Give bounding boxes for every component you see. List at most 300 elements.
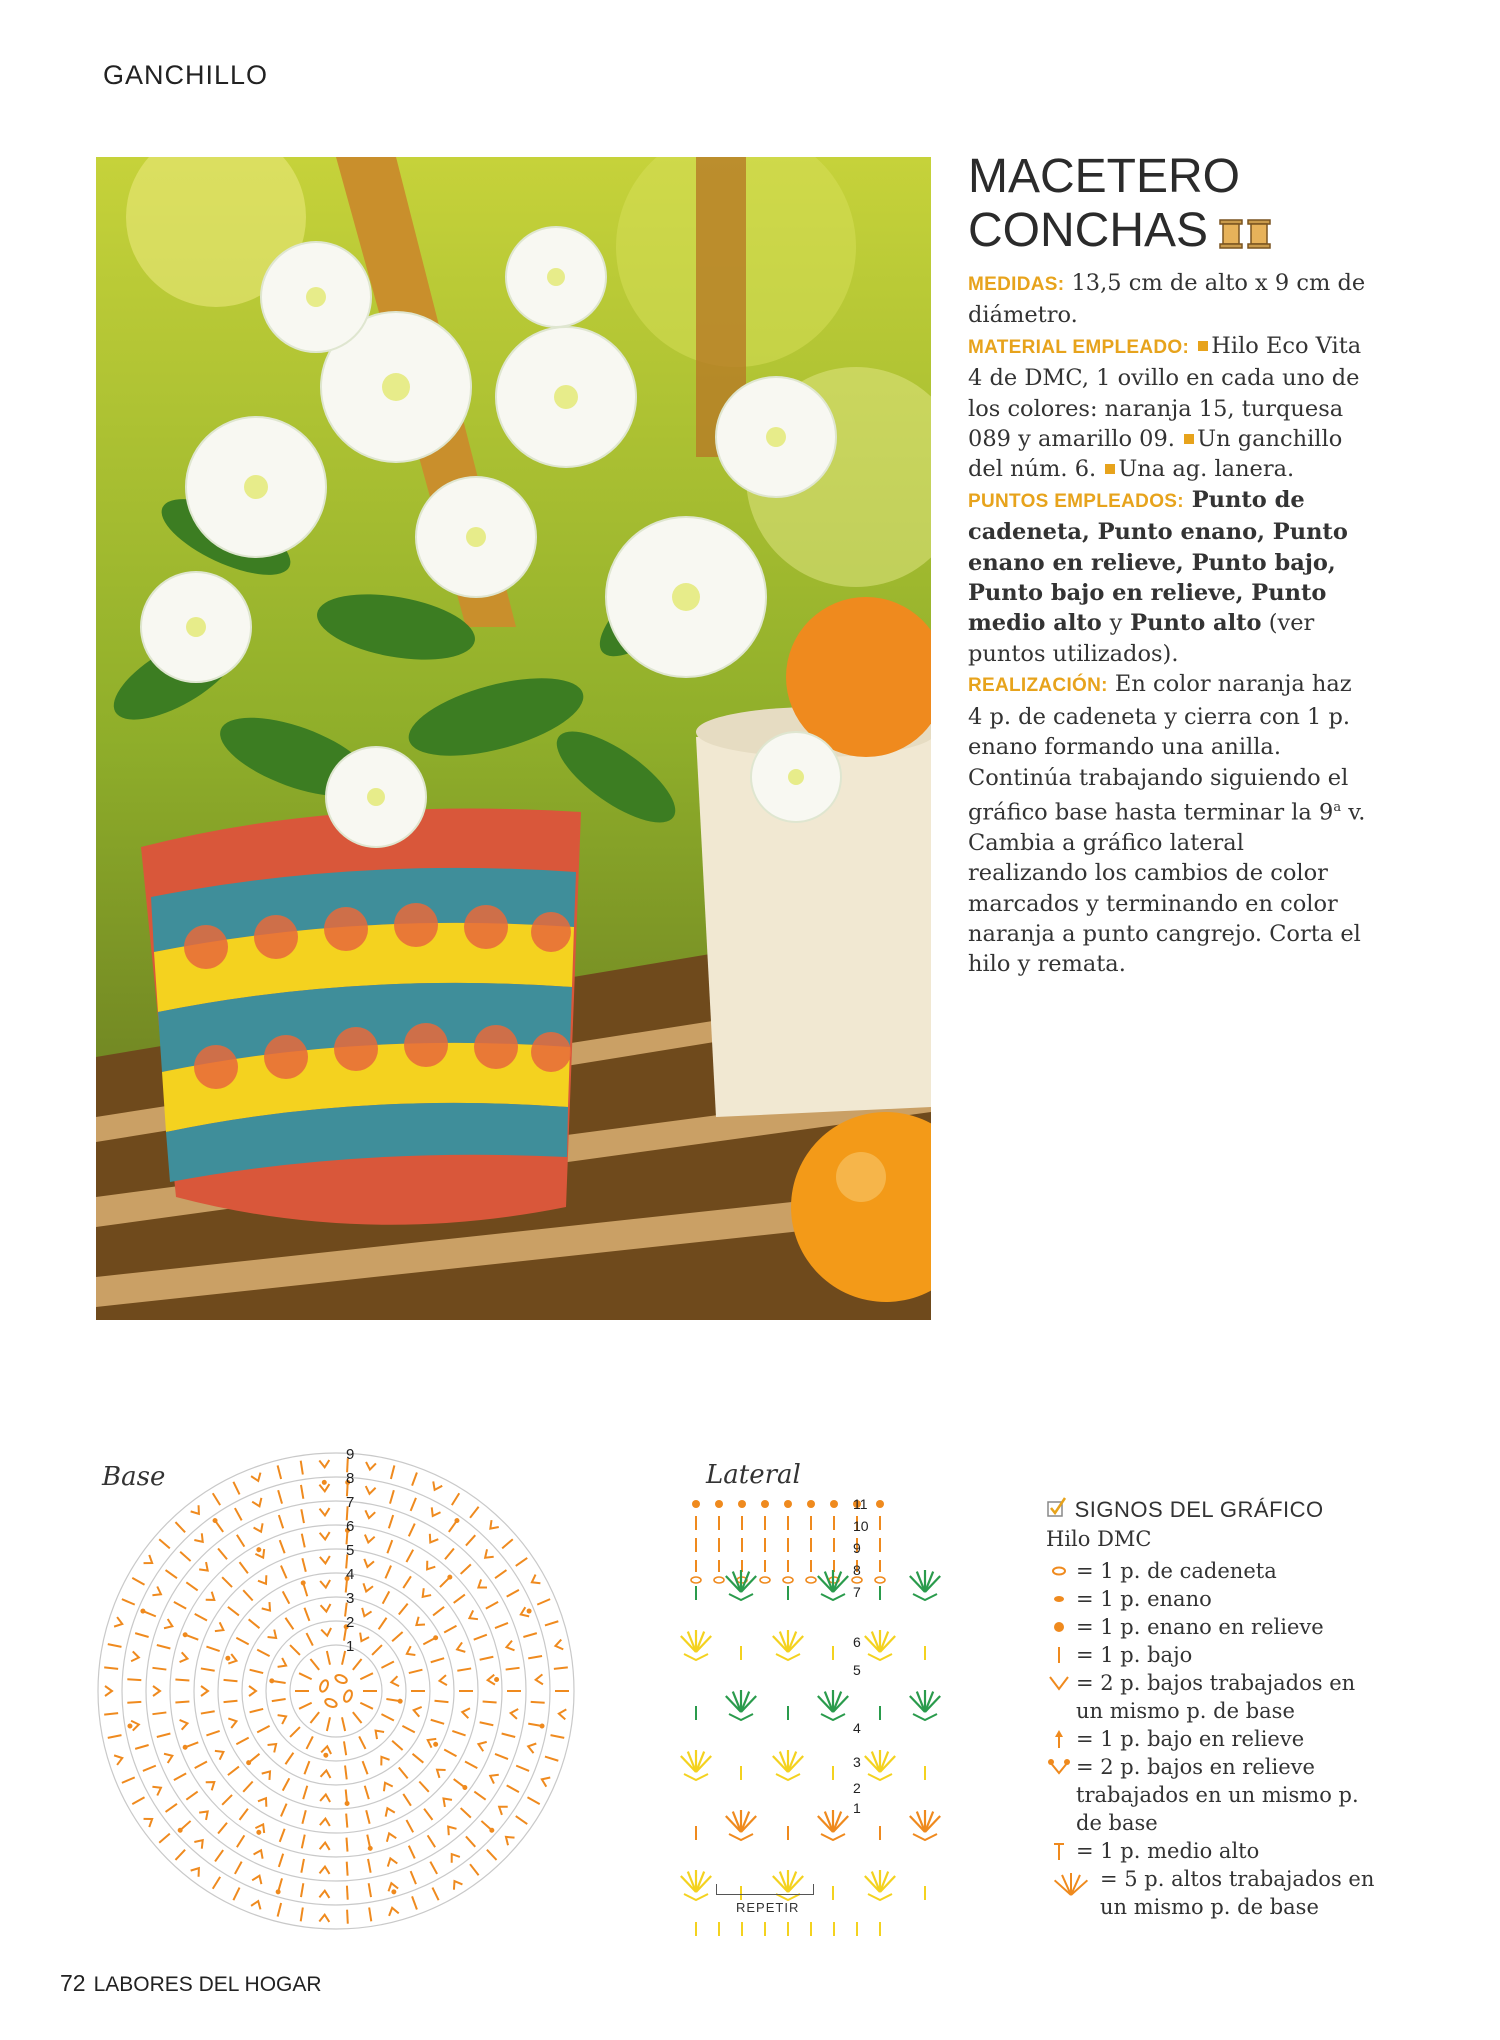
increase-mark (319, 1460, 329, 1467)
sc-mark (413, 1754, 424, 1763)
base-stitch-mark (320, 1556, 331, 1564)
increase-mark (254, 1523, 266, 1534)
lateral-row-number: 10 (853, 1518, 869, 1534)
base-stitch-mark (283, 1778, 290, 1790)
sc-mark (406, 1550, 413, 1562)
lateral-row-number: 8 (853, 1562, 861, 1578)
base-stitch-mark (280, 1540, 285, 1553)
page-footer (60, 1970, 322, 1997)
base-stitch-mark (215, 1850, 223, 1861)
sc-mark (487, 1850, 497, 1860)
sc-mark (180, 1552, 190, 1561)
increase-mark (450, 1878, 462, 1889)
sc-mark (228, 1607, 239, 1616)
sc-mark (392, 1741, 402, 1750)
base-stitch-mark (327, 1717, 330, 1731)
base-stitch-mark (461, 1707, 470, 1718)
base-stitch-mark (279, 1854, 283, 1867)
relief-slip-mark (715, 1500, 723, 1508)
increase-mark (448, 1851, 460, 1862)
legend-title: SIGNOS DEL GRÁFICO (1074, 1497, 1324, 1522)
sc-mark (366, 1810, 369, 1824)
sc-mark (360, 1673, 373, 1679)
sc-mark (431, 1720, 444, 1724)
sc-mark (379, 1618, 387, 1630)
base-stitch-mark (342, 1717, 345, 1731)
base-stitch-mark (426, 1534, 438, 1545)
base-stitch-mark (299, 1703, 312, 1709)
sc-mark (218, 1823, 227, 1834)
increase-mark (387, 1907, 398, 1916)
increase-mark (320, 1532, 330, 1540)
sc-mark (430, 1862, 437, 1874)
base-stitch-mark (175, 1522, 185, 1532)
base-stitch-mark (353, 1659, 362, 1670)
relief-mark (269, 1678, 275, 1684)
increase-mark (467, 1610, 478, 1622)
base-stitch-mark (387, 1907, 398, 1916)
base-stitch-mark (444, 1750, 456, 1757)
base-stitch-mark (383, 1591, 390, 1603)
increase-mark (540, 1775, 550, 1787)
base-stitch-mark (403, 1576, 411, 1588)
base-stitch-mark (310, 1659, 319, 1670)
puntos-last: Punto alto (1122, 610, 1262, 637)
sc-mark (486, 1602, 498, 1609)
base-stitch-mark (186, 1582, 197, 1590)
sc-mark (545, 1621, 558, 1625)
sc-mark (347, 1910, 348, 1924)
base-stitch-mark (391, 1676, 399, 1687)
base-stitch-mark (409, 1670, 423, 1673)
base-ring (170, 1525, 502, 1857)
increase-mark (251, 1473, 263, 1483)
increase-mark (384, 1832, 396, 1842)
base-stitch-mark (390, 1490, 394, 1503)
shell-base-mark (868, 1774, 892, 1780)
base-round-number: 8 (346, 1470, 355, 1487)
sc-mark (135, 1633, 148, 1637)
sc-mark (360, 1703, 373, 1709)
base-stitch-mark (551, 1735, 565, 1738)
base-stitch-mark (262, 1768, 274, 1780)
slip-stitch-icon (1046, 1589, 1072, 1609)
increase-mark (487, 1675, 495, 1685)
base-stitch-mark (432, 1888, 438, 1901)
base-stitch-mark (301, 1883, 303, 1897)
increase-mark (180, 1718, 189, 1729)
sc-mark (470, 1864, 479, 1875)
legend-item (1046, 1557, 1376, 1585)
legend-item-text: = 2 p. bajos en relieve trabajados en un mismo p. de base (1076, 1755, 1359, 1835)
sc-mark (237, 1535, 245, 1547)
shell-fan (865, 1750, 895, 1780)
sc-mark (132, 1578, 144, 1585)
sc-mark (409, 1846, 415, 1859)
sc-mark (233, 1888, 239, 1901)
increase-mark (254, 1848, 266, 1859)
base-stitch-mark (218, 1823, 227, 1834)
base-stitch-mark (299, 1673, 312, 1679)
sc-mark (411, 1871, 416, 1884)
medidas-paragraph (968, 268, 1368, 331)
base-stitch-mark (523, 1633, 536, 1637)
glyph (1064, 1759, 1070, 1765)
sc-mark (104, 1713, 118, 1714)
base-stitch-mark (199, 1562, 211, 1574)
increase-mark (262, 1768, 274, 1780)
base-stitch-mark (425, 1736, 440, 1750)
base-stitch-mark (527, 1797, 539, 1804)
puntos-paragraph (968, 485, 1368, 669)
sc-mark (175, 1522, 185, 1532)
sc-mark (363, 1761, 368, 1774)
increase-mark (360, 1608, 372, 1618)
base-stitch-mark (435, 1701, 449, 1702)
lateral-chart (676, 1492, 976, 1942)
material-item-1: Hilo Eco Vita 4 de DMC, 1 ovillo en cada uno de los colores: naranja 15, turquesa 089 y amarillo 09. (968, 332, 1362, 453)
increase-mark (364, 1510, 375, 1519)
base-stitch-mark (254, 1848, 266, 1859)
base-stitch-mark (450, 1878, 462, 1889)
sc-mark (389, 1515, 393, 1528)
base-stitch-mark (319, 1480, 330, 1492)
base-stitch-mark (365, 1462, 376, 1470)
base-stitch-mark (251, 1473, 263, 1483)
base-stitch-mark (360, 1703, 373, 1709)
base-stitch-mark (175, 1850, 185, 1860)
base-stitch-mark (535, 1674, 543, 1684)
base-stitch-mark (249, 1619, 260, 1628)
base-stitch-mark (447, 1517, 461, 1533)
shell-base-mark (868, 1654, 892, 1660)
base-stitch-mark (365, 1486, 376, 1495)
sc-mark (302, 1810, 305, 1824)
base-stitch-mark (363, 1559, 374, 1568)
sc-mark (159, 1539, 170, 1548)
legend-item-text: = 2 p. bajos trabajados en un mismo p. de base (1076, 1671, 1356, 1723)
legend-subtitle: Hilo DMC (1046, 1527, 1152, 1551)
increase-mark (320, 1508, 330, 1516)
sc-mark (411, 1498, 416, 1511)
base-stitch-mark (461, 1564, 471, 1574)
legend-item (1046, 1753, 1376, 1837)
increase-mark (252, 1874, 264, 1884)
base-stitch-mark (304, 1608, 309, 1621)
base-stitch-mark (278, 1490, 282, 1503)
base-stitch-mark (105, 1686, 112, 1696)
increase-mark (206, 1592, 218, 1604)
sc-mark (483, 1701, 497, 1702)
base-stitch-mark (440, 1795, 452, 1807)
increase-mark (372, 1727, 384, 1739)
base-stitch-mark (495, 1754, 508, 1759)
title-line-1: MACETERO (968, 150, 1241, 203)
base-stitch-mark (131, 1651, 140, 1662)
glyph (1053, 1568, 1065, 1575)
relief-mark (367, 1845, 373, 1851)
base-stitch-mark (201, 1686, 208, 1696)
base-stitch-mark (466, 1836, 475, 1846)
relief-slip-mark (692, 1500, 700, 1508)
base-round-number: 6 (346, 1518, 355, 1535)
base-stitch-mark (302, 1558, 305, 1572)
sc-mark (302, 1534, 305, 1548)
shell-fan (910, 1690, 940, 1720)
shell-base-mark (913, 1594, 937, 1600)
base-stitch-mark (302, 1835, 305, 1849)
increase-mark (152, 1783, 163, 1795)
increase-mark (114, 1753, 124, 1765)
base-stitch-mark (132, 1578, 144, 1585)
relief-mark (322, 1480, 327, 1485)
sc-mark (280, 1829, 285, 1842)
base-stitch-mark (233, 1482, 239, 1495)
base-stitch-mark (243, 1781, 252, 1791)
sc-mark (213, 1493, 220, 1505)
increase-mark (251, 1899, 263, 1909)
legend-item (1046, 1669, 1376, 1725)
puntos-label: PUNTOS EMPLEADOS: (968, 490, 1184, 512)
increase-mark (278, 1712, 289, 1724)
increase-mark (191, 1505, 203, 1517)
base-stitch-mark (321, 1746, 333, 1759)
sc-mark (346, 1838, 347, 1852)
increase-mark (363, 1535, 374, 1544)
base-stitch-mark (278, 1465, 282, 1479)
sc-mark (470, 1507, 479, 1518)
sc-mark (195, 1614, 207, 1621)
base-stitch-mark (122, 1599, 135, 1605)
relief-mark (344, 1801, 349, 1806)
base-stitch-mark (412, 1705, 421, 1716)
base-stitch-mark (152, 1668, 166, 1670)
base-stitch-mark (528, 1721, 545, 1729)
base-stitch-mark (257, 1726, 269, 1733)
sc-mark (285, 1753, 293, 1765)
base-stitch-mark (369, 1883, 371, 1897)
sc-mark (143, 1766, 156, 1771)
base-stitch-mark (359, 1736, 365, 1748)
increase-mark (363, 1559, 374, 1568)
increase-mark (529, 1575, 540, 1587)
sc-mark (218, 1548, 227, 1559)
base-stitch-mark (495, 1570, 506, 1578)
sc-mark (301, 1509, 304, 1523)
sc-mark (365, 1786, 369, 1799)
sc-mark (516, 1766, 529, 1771)
base-stitch-mark (399, 1604, 408, 1615)
magazine-name: LABORES DEL HOGAR (93, 1973, 322, 1996)
base-stitch-mark (389, 1515, 393, 1528)
sc-mark (301, 1485, 303, 1499)
sc-mark (431, 1658, 444, 1662)
puntos-note: (ver puntos utilizados). (968, 610, 1315, 667)
sc-mark (304, 1608, 309, 1621)
base-stitch-mark (392, 1741, 402, 1750)
legend-item-text: = 5 p. altos trabajados en un mismo p. de base (1100, 1867, 1375, 1919)
sc-mark (347, 1862, 348, 1876)
base-stitch-mark (423, 1561, 435, 1573)
sc-mark (122, 1777, 135, 1783)
increase-mark (377, 1754, 389, 1765)
legend-item (1046, 1613, 1376, 1641)
increase-mark (428, 1507, 440, 1518)
increase-mark (405, 1646, 416, 1658)
base-stitch-mark (445, 1548, 454, 1559)
base-round-number: 2 (346, 1614, 355, 1631)
base-stitch-mark (152, 1586, 163, 1598)
repeat-bracket (716, 1884, 814, 1895)
increase-mark (114, 1617, 124, 1629)
sc-mark (279, 1854, 283, 1867)
base-stitch-mark (480, 1819, 496, 1834)
chain-stitch-icon (1046, 1561, 1072, 1581)
sc-mark (381, 1661, 393, 1667)
sc-mark (278, 1903, 282, 1917)
increase-mark (527, 1742, 536, 1754)
sc-mark (272, 1699, 286, 1701)
sc-mark (403, 1794, 411, 1806)
sc-mark (495, 1570, 506, 1578)
base-stitch-mark (496, 1803, 507, 1815)
sc-mark (353, 1712, 362, 1723)
sc-mark (290, 1727, 300, 1737)
base-stitch-mark (213, 1493, 220, 1505)
base-stitch-mark (502, 1734, 516, 1737)
sc-mark (327, 1717, 330, 1731)
sc-mark (304, 1761, 309, 1774)
base-stitch-mark (545, 1757, 558, 1761)
relief-slip-mark (830, 1500, 838, 1508)
base-stitch-mark (194, 1837, 206, 1849)
base-stitch-mark (465, 1761, 477, 1768)
shell-fan (910, 1570, 940, 1600)
sc-mark (403, 1576, 411, 1588)
base-stitch-mark (477, 1739, 487, 1751)
base-chart (96, 1436, 616, 1946)
relief-mark (323, 1752, 329, 1758)
increase-mark (439, 1675, 447, 1686)
base-stitch-mark (531, 1702, 545, 1703)
base-stitch-mark (191, 1865, 203, 1877)
sc-mark (222, 1795, 232, 1805)
increase-mark (321, 1746, 332, 1754)
sc-mark (507, 1785, 519, 1792)
sc-mark (359, 1736, 365, 1748)
relief-slip-mark (761, 1500, 769, 1508)
base-stitch-mark (164, 1751, 174, 1763)
sc-mark (516, 1558, 527, 1566)
sc-mark (222, 1577, 232, 1587)
base-stitch-mark (357, 1633, 369, 1644)
sc-mark (236, 1638, 248, 1645)
base-stitch-mark (411, 1498, 416, 1511)
base-stitch-mark (177, 1819, 193, 1834)
shell-fan (681, 1630, 711, 1660)
base-stitch-mark (487, 1520, 499, 1532)
legend-item-text: = 1 p. de cadeneta (1076, 1559, 1277, 1583)
relief-slip-mark (807, 1500, 815, 1508)
sc-mark (344, 1741, 346, 1755)
base-stitch-mark (320, 1508, 330, 1516)
increase-mark (510, 1708, 518, 1719)
base-stitch-mark (301, 1509, 304, 1523)
increase-mark (430, 1481, 442, 1492)
base-stitch-mark (122, 1777, 135, 1783)
chain-mark (875, 1577, 885, 1583)
shell-base-mark (684, 1774, 708, 1780)
relief-sc-icon (1046, 1729, 1072, 1749)
base-stitch-mark (319, 1460, 329, 1467)
shell-five-dc-icon (1046, 1865, 1096, 1899)
glyph (1054, 1622, 1064, 1632)
base-stitch-mark (157, 1734, 171, 1737)
shell-base-mark (821, 1834, 845, 1840)
legend-item (1046, 1837, 1376, 1865)
sc-mark (327, 1651, 330, 1665)
base-stitch-mark (344, 1741, 346, 1755)
base-stitch-mark (310, 1712, 319, 1723)
increase-mark (215, 1748, 226, 1760)
base-stitch-mark (488, 1771, 499, 1783)
base-stitch-mark (387, 1882, 400, 1896)
sc-mark (281, 1566, 287, 1579)
base-stitch-mark (278, 1658, 289, 1670)
base-stitch-mark (201, 1668, 215, 1670)
base-stitch-mark (218, 1548, 227, 1559)
sc-mark (369, 1883, 371, 1897)
base-stitch-mark (361, 1583, 373, 1593)
base-round-number: 7 (346, 1494, 355, 1511)
base-stitch-mark (448, 1851, 460, 1862)
base-stitch-mark (363, 1761, 368, 1774)
relief-mark (182, 1632, 188, 1638)
shell-fan (773, 1630, 803, 1660)
base-stitch-mark (466, 1535, 475, 1545)
base-stitch-mark (143, 1766, 156, 1771)
base-stitch-mark (540, 1775, 550, 1787)
sc-mark (157, 1645, 171, 1648)
base-round-number: 4 (346, 1566, 355, 1583)
increase-mark (105, 1686, 112, 1696)
sc-mark (527, 1797, 539, 1804)
increase-mark (320, 1818, 331, 1826)
base-stitch-mark (452, 1731, 465, 1736)
sc-mark (237, 1835, 245, 1847)
base-stitch-mark (422, 1634, 439, 1646)
glyph (1054, 1596, 1064, 1602)
sc-mark (435, 1701, 449, 1702)
glyph (1050, 1677, 1068, 1689)
two-sc-same-base-icon (1046, 1673, 1072, 1693)
sc-mark (419, 1781, 428, 1791)
lateral-row-number: 7 (853, 1584, 861, 1600)
increase-mark (477, 1739, 487, 1751)
checkbox-icon (1046, 1496, 1068, 1520)
shell-fan (910, 1810, 940, 1840)
sc-mark (157, 1734, 171, 1737)
relief-slip-mark (738, 1500, 746, 1508)
base-stitch-mark (254, 1523, 266, 1534)
sc-mark (280, 1540, 285, 1553)
sc-mark (502, 1734, 516, 1737)
sc-mark (302, 1835, 305, 1849)
sc-mark (108, 1735, 122, 1738)
base-stitch-mark (245, 1752, 261, 1766)
base-stitch-mark (302, 1534, 305, 1548)
base-stitch-mark (353, 1712, 362, 1723)
